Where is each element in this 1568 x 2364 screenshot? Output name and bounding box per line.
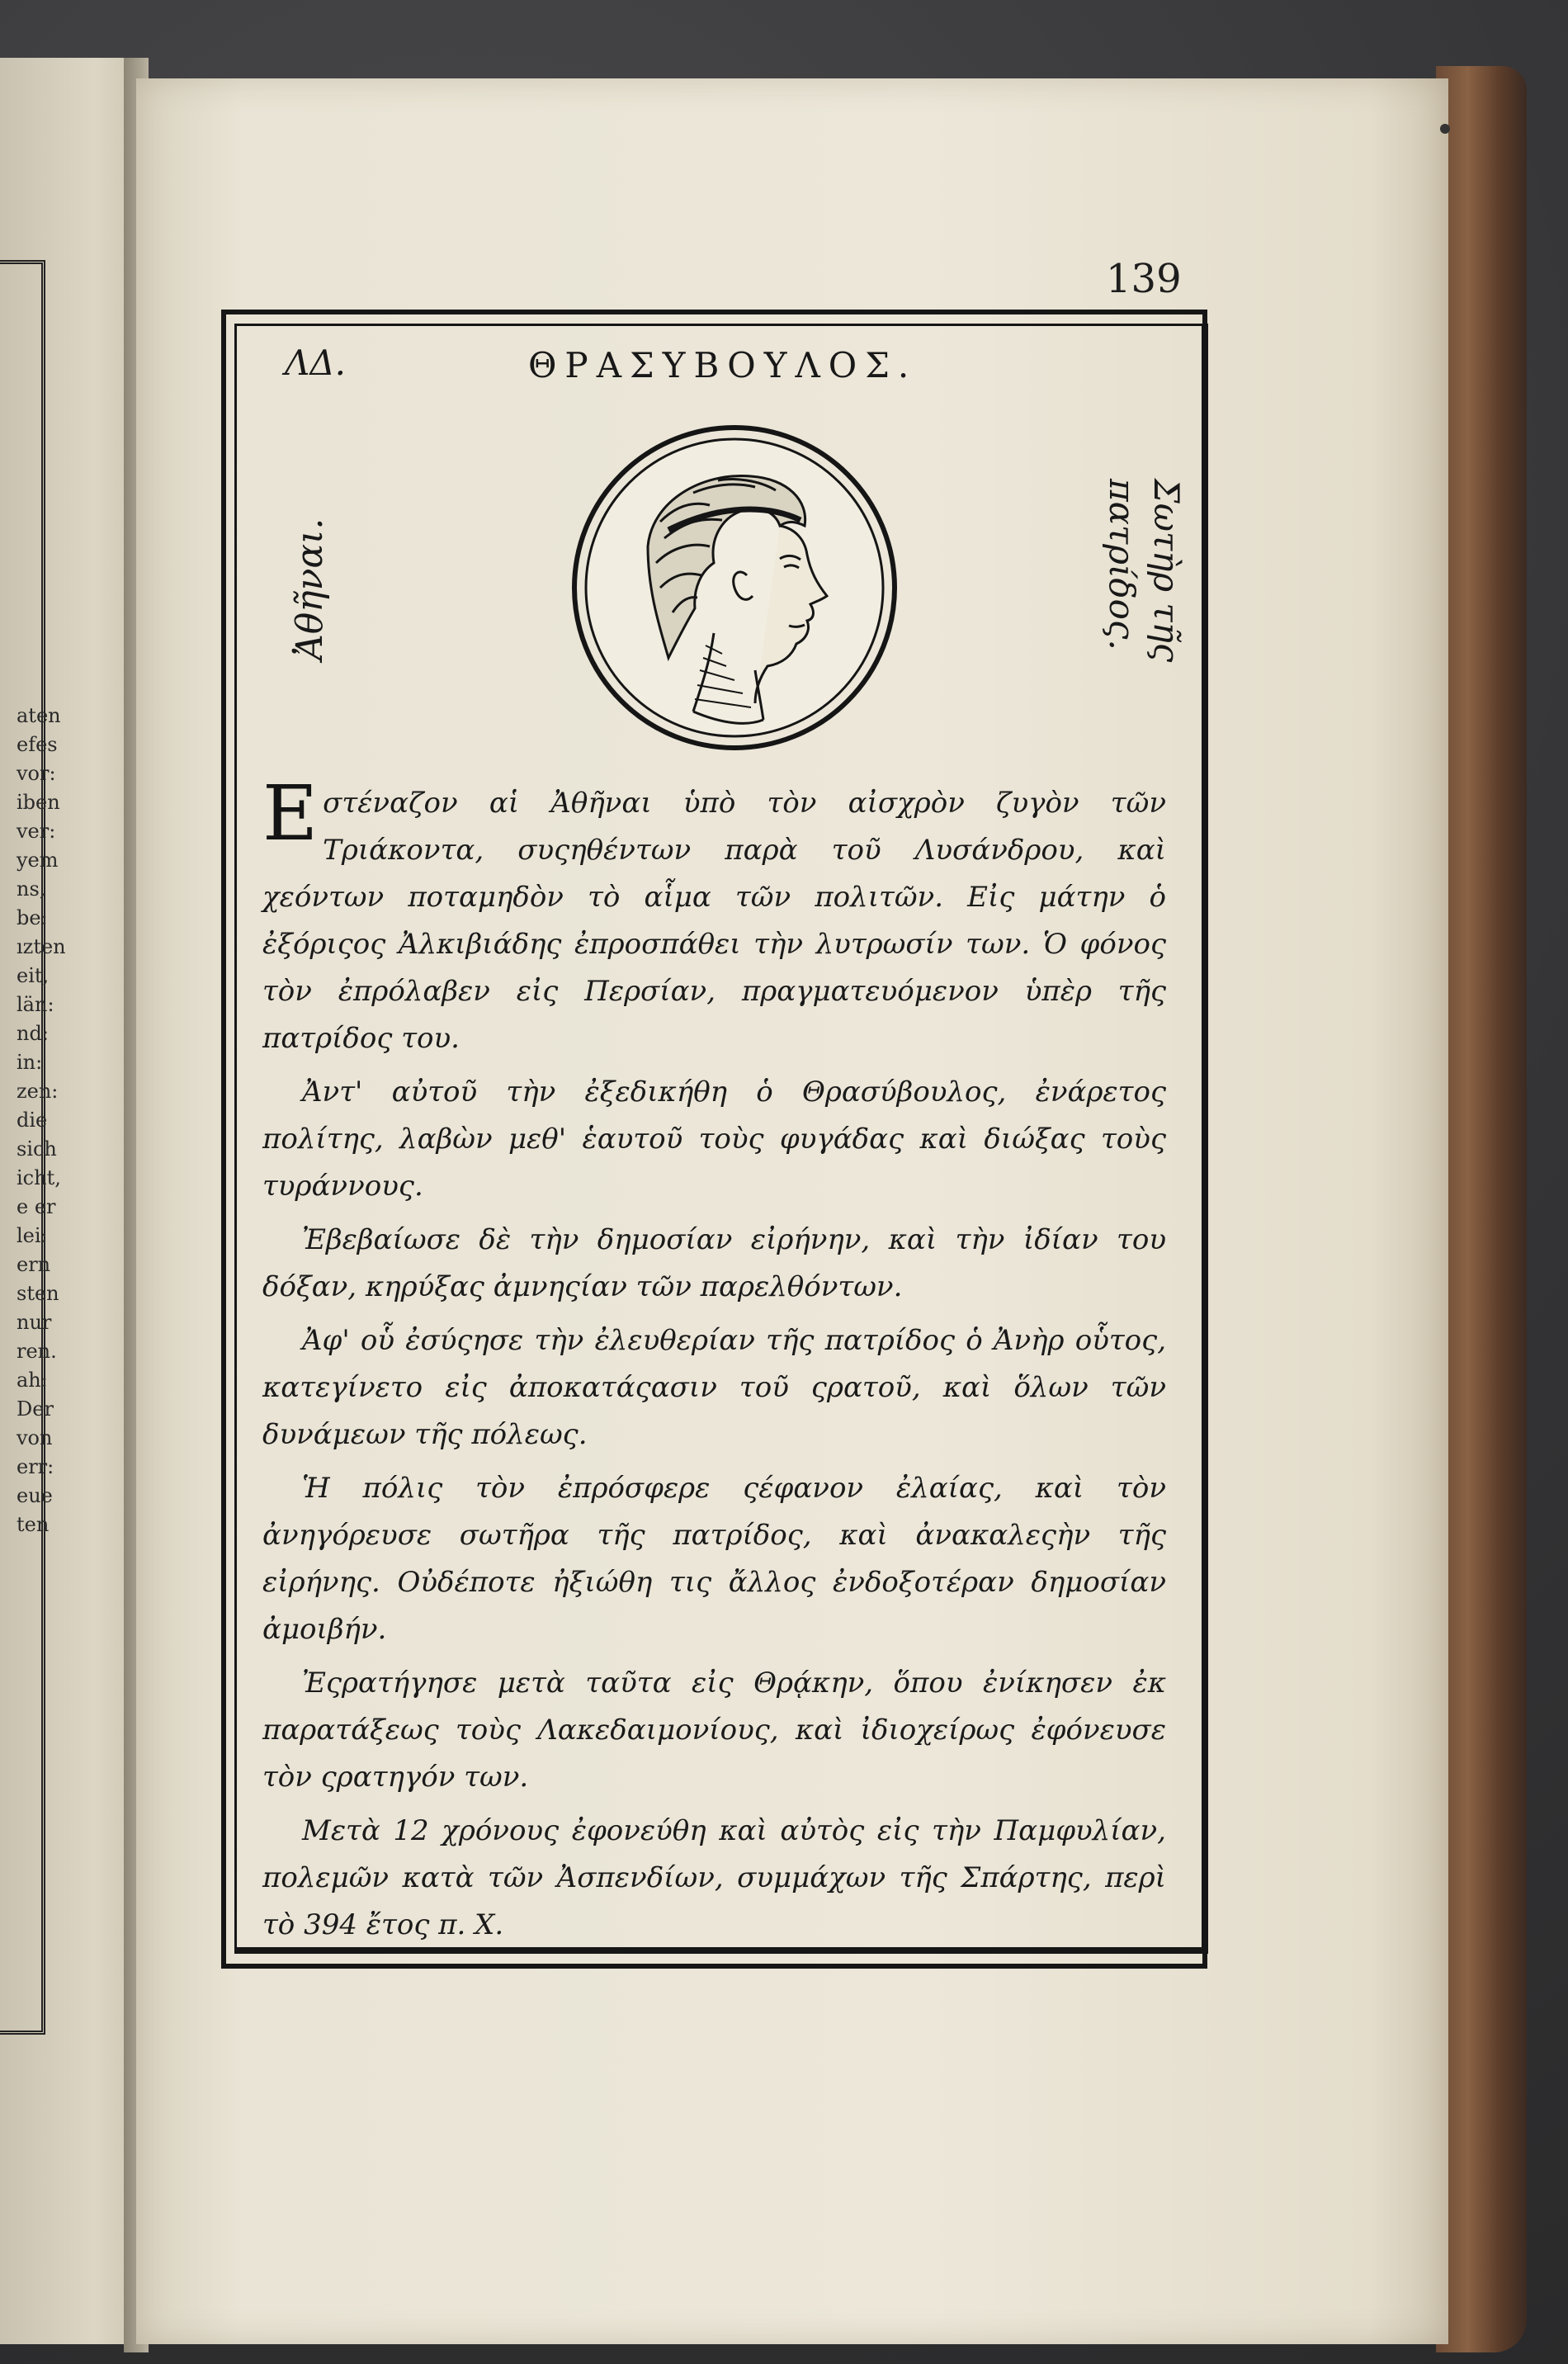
margin-label-right-line-2: πατρίδος. [1102, 479, 1142, 650]
left-page-word: vor: [17, 762, 56, 785]
left-page-word: ah: [17, 1369, 48, 1392]
left-page-word: be: [17, 906, 48, 929]
left-page-word: lei: [17, 1224, 48, 1247]
left-page-word: die [17, 1109, 48, 1132]
paragraph-3: Ἐβεβαίωσε δὲ τὴν δημοσίαν εἰρήνην, καὶ τὴν ἰδίαν του δόξαν, κηρύξας ἀμνηςίαν τῶν παρελθόντων. [262, 1223, 1166, 1303]
chapter-title: ΘΡΑΣΥΒΟΥΛΟΣ. [528, 345, 918, 385]
left-page-word: yem [17, 849, 59, 872]
paragraph-2: Ἀντ' αὐτοῦ τὴν ἐξεδικήθη ὁ Θρασύβουλος, ἐνάρετος πολίτης, λαβὼν μεθ' ἑαυτοῦ τοὺς φυγάδας καὶ διώξας τοὺς τυράννους. [262, 1076, 1166, 1203]
chapter-number: ΛΔ. [285, 343, 347, 383]
page-number: 139 [1106, 256, 1182, 302]
left-page-word: ns, [17, 877, 46, 901]
left-page-word: aten [17, 704, 61, 727]
left-page-word: ver: [17, 820, 56, 843]
left-page-word: von [17, 1426, 53, 1449]
left-page-text [17, 702, 66, 1539]
left-page-word: ten [17, 1513, 50, 1536]
left-page-word: err: [17, 1455, 54, 1478]
left-page-word: län: [17, 993, 54, 1016]
paragraph-1 [262, 769, 1166, 1062]
paragraph-7: Μετὰ 12 χρόνους ἐφονεύθη καὶ αὐτὸς εἰς τὴν Παμφυλίαν, πολεμῶν κατὰ τῶν Ἀσπενδίων, συμμάχων τῆς Σπάρτης, περὶ τὸ 394 ἔτος π. Χ. [262, 1814, 1166, 1941]
paragraph-4: Ἀφ' οὗ ἐσύςησε τὴν ἐλευθερίαν τῆς πατρίδος ὁ Ἀνὴρ οὗτος, κατεγίνετο εἰς ἀποκατάςασιν τοῦ ςρατοῦ, καὶ ὅλων τῶν δυνάμεων τῆς πόλεως. [262, 1324, 1166, 1451]
margin-label-right-line-1: Σωτὴρ τῆς [1146, 479, 1187, 663]
left-page-word: sich [17, 1137, 57, 1161]
left-page-word: in: [17, 1051, 43, 1074]
paragraph-6: Ἐςρατήγησε μετὰ ταῦτα εἰς Θρᾴκην, ὅπου ἐνίκησεν ἐκ παρατάξεως τοὺς Λακεδαιμονίους, καὶ ἰδιοχείρως ἐφόνευσε τὸν ςρατηγόν των. [262, 1667, 1166, 1794]
body-text [262, 769, 1166, 1955]
left-page-word: nur [17, 1311, 52, 1334]
left-page-word: efes [17, 733, 58, 756]
left-page-word: sten [17, 1282, 59, 1305]
left-page-word: ern [17, 1253, 51, 1276]
left-page-word: ren. [17, 1340, 57, 1363]
ink-spot [1440, 124, 1450, 134]
left-page [0, 58, 136, 2344]
portrait-medallion [569, 423, 900, 753]
left-page-word: ızten [17, 935, 66, 958]
left-page-word: eue [17, 1484, 53, 1507]
margin-label-left: Ἀθῆναι. [289, 518, 331, 660]
left-page-word: e er [17, 1195, 56, 1218]
left-page-word: zen: [17, 1080, 59, 1103]
left-page-word: nd: [17, 1022, 49, 1045]
left-page-word: Der [17, 1397, 54, 1421]
margin-label-right [1099, 479, 1188, 662]
left-page-word: iben [17, 791, 60, 814]
drop-cap: Ε [262, 769, 319, 858]
book-binding-edge [1436, 66, 1527, 2352]
left-page-word: eit, [17, 964, 50, 987]
left-page-word: icht, [17, 1166, 61, 1189]
paragraph-5: Ἡ πόλις τὸν ἐπρόσφερε ςέφανον ἐλαίας, καὶ τὸν ἀνηγόρευσε σωτῆρα τῆς πατρίδος, καὶ ἀνακαλεςὴν τῆς εἰρήνης. Οὐδέποτε ἠξιώθη τις ἄλλος ἐνδοξοτέραν δημοσίαν ἀμοιβήν. [262, 1472, 1166, 1646]
paragraph-1-text: στέναζον αἱ Ἀθῆναι ὑπὸ τὸν αἰσχρὸν ζυγὸν τῶν Τριάκοντα, συςηθέντων παρὰ τοῦ Λυσάνδρου, καὶ χεόντων ποταμηδὸν τὸ αἷμα τῶν πολιτῶν. Εἰς μάτην ὁ ἐξόριςος Ἀλκιβιάδης ἐπροσπάθει τὴν λυτρωσίν των. Ὁ φόνος τὸν ἐπρόλαβεν εἰς Περσίαν, πραγματευόμενον ὑπὲρ τῆς πατρίδος του. [262, 787, 1166, 1055]
